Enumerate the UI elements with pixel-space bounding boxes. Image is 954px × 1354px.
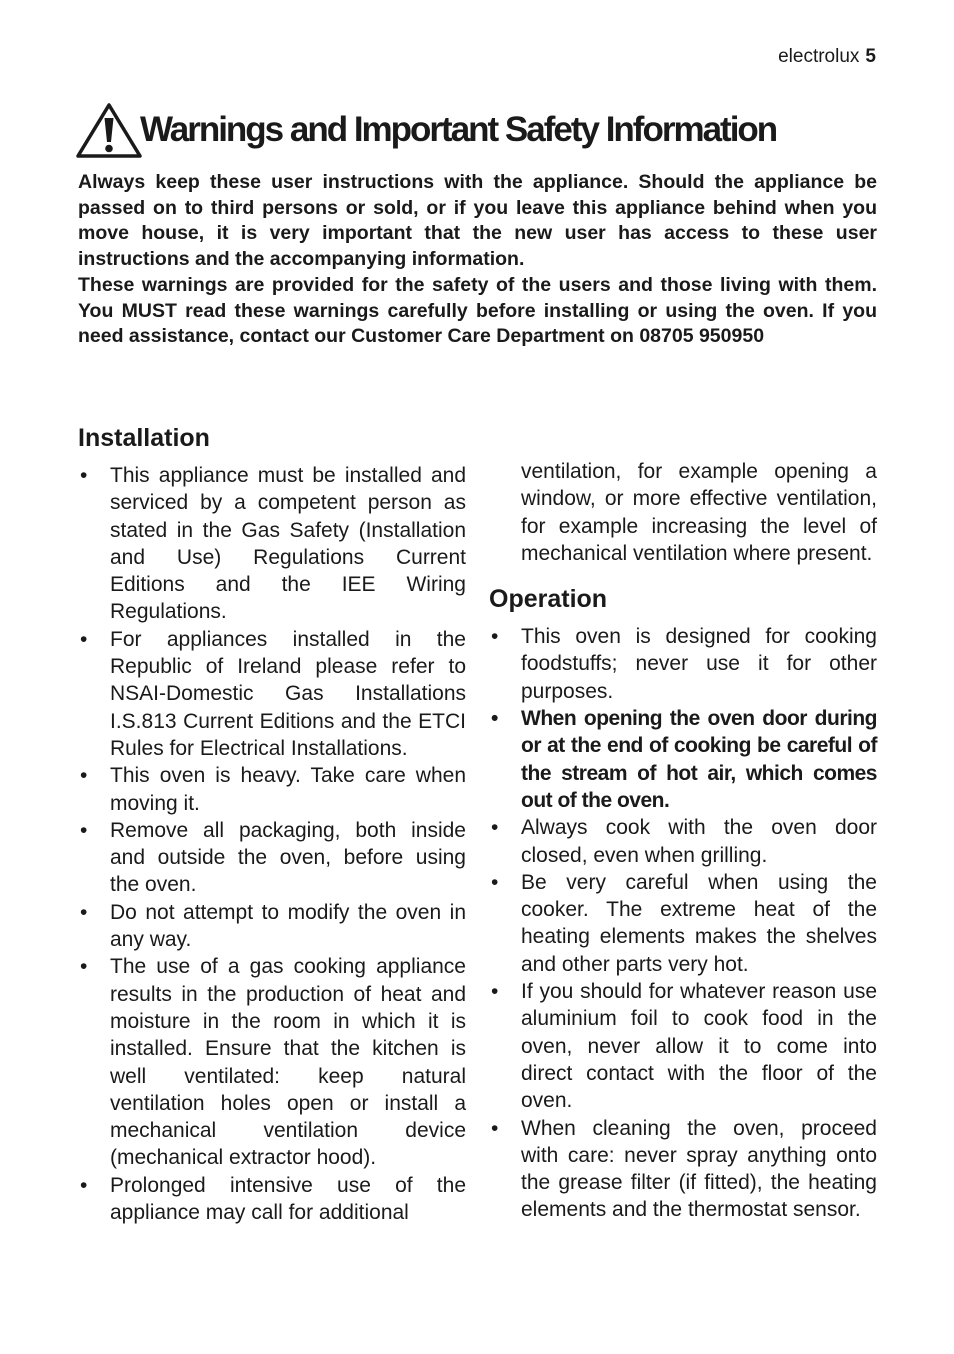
bullet-icon: • (491, 707, 498, 731)
bullet-icon: • (80, 464, 88, 487)
bullet-icon: • (80, 627, 88, 651)
list-item: • Be very careful when using the cooker. The extreme heat of the heating elements makes the shelves and other parts very hot. (491, 870, 877, 976)
operation-list (489, 623, 877, 1224)
bullet-icon: • (491, 980, 499, 1004)
bullet-icon: • (80, 955, 88, 979)
installation-heading: Installation (78, 424, 210, 452)
list-item: • This oven is heavy. Take care when moving it. (80, 764, 466, 815)
list-item: • Always cook with the oven door closed, even when grilling. (491, 816, 877, 867)
page-number: 5 (865, 46, 876, 67)
list-item: • Prolonged intensive use of the appliance may call for additional (80, 1173, 466, 1225)
bullet-icon: • (491, 625, 499, 649)
intro-paragraph: These warnings are provided for the safety of the users and those living with them. You MUST read these warnings carefully before installing or using the oven. If you need assistance, contact our Customer Care Department on 08705 950950 (78, 273, 877, 348)
list-item: • If you should for whatever reason use aluminium foil to cook food in the oven, never allow it to come into direct contact with the floor of the oven. (491, 980, 877, 1113)
installation-list (78, 462, 466, 1226)
installation-column (78, 420, 466, 1226)
list-item: • Remove all packaging, both inside and outside the oven, before using the oven. (80, 818, 466, 897)
brand-name: electrolux (778, 46, 860, 67)
title-row (76, 100, 886, 160)
warning-triangle-icon (76, 102, 142, 158)
list-item: • The use of a gas cooking appliance results in the production of heat and moisture in the room in which it is installed. Ensure that the kitchen is well ventilated: keep natural ventilation holes open or install a mechanical ventilation device (mechanical extractor hood). (80, 955, 466, 1170)
list-item: • Do not attempt to modify the oven in any way. (80, 900, 466, 952)
list-item-warning: • When opening the oven door during or at the end of cooking be careful of the stream of hot air, which comes out of the oven. (491, 707, 877, 812)
bullet-icon: • (491, 816, 499, 840)
list-item: • This oven is designed for cooking foodstuffs; never use it for other purposes. (491, 625, 877, 703)
page-header (778, 46, 876, 68)
bullet-icon: • (491, 1116, 499, 1140)
operation-column (489, 458, 877, 1224)
page-title: Warnings and Important Safety Information (140, 110, 777, 149)
intro-section (78, 170, 877, 350)
bullet-icon: • (80, 818, 88, 842)
installation-continuation: ventilation, for example opening a window, or more effective ventilation, for example increasing the level of mechanical ventilation where present. (521, 460, 877, 565)
operation-heading: Operation (489, 585, 608, 614)
list-item: • When cleaning the oven, proceed with care: never spray anything onto the grease filter (if fitted), the heating elements and the thermostat sensor. (491, 1116, 877, 1222)
bullet-icon: • (80, 764, 88, 788)
bullet-icon: • (80, 1173, 88, 1197)
list-item: • This appliance must be installed and serviced by a competent person as stated in the Gas Safety (Installation and Use) Regulations Current Editions and the IEE Wiring Regulations. (80, 464, 466, 624)
list-item: • For appliances installed in the Republic of Ireland please refer to NSAI-Domestic Gas Installations I.S.813 Current Editions and the ETCI Rules for Electrical Installations. (80, 627, 466, 760)
intro-paragraph: Always keep these user instructions with the appliance. Should the appliance be passed on to third persons or sold, or if you leave this appliance behind when you move house, it is very important that the new user has access to these user instructions and the accompanying information. (78, 171, 877, 271)
bullet-icon: • (491, 870, 499, 894)
bullet-icon: • (80, 900, 88, 924)
